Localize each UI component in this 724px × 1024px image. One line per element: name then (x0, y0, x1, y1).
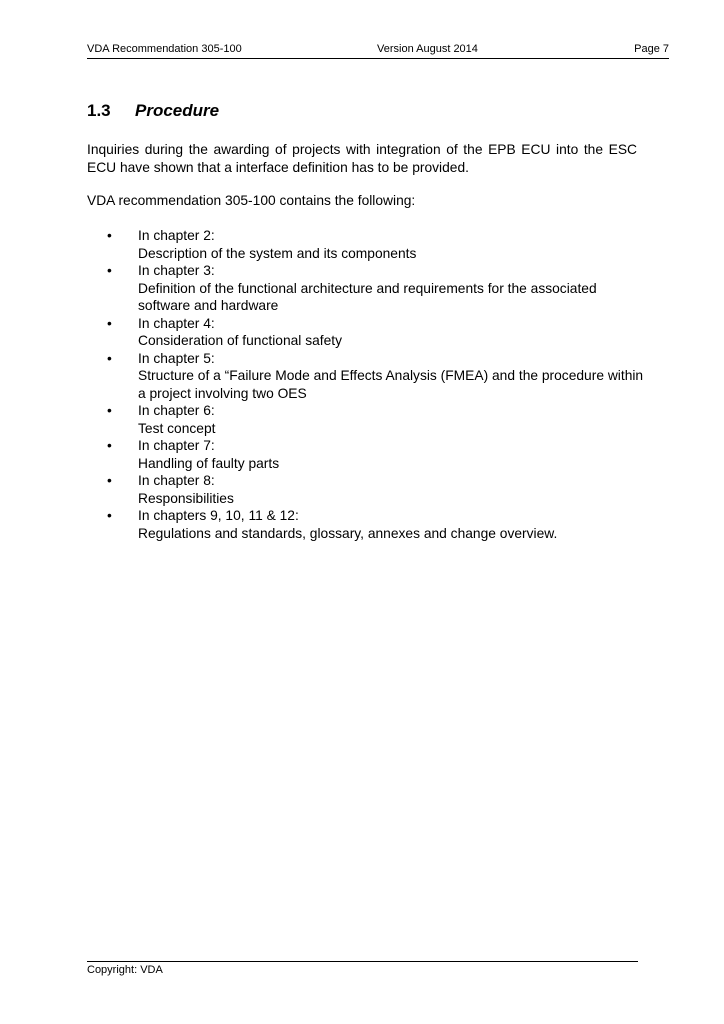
bullet-icon: • (107, 315, 112, 331)
chapter-description: Description of the system and its components (138, 245, 417, 261)
bullet-icon: • (107, 350, 112, 366)
bullet-icon: • (107, 263, 112, 278)
list-item (87, 262, 647, 315)
chapter-description: Handling of faulty parts (138, 455, 280, 471)
list-item (87, 507, 647, 542)
list-item (87, 315, 647, 350)
bullet-icon: • (107, 438, 112, 453)
list-item (87, 350, 647, 403)
list-item (87, 402, 647, 437)
section-title: Procedure (135, 101, 220, 120)
bullet-icon: • (107, 228, 112, 243)
chapter-label: In chapter 8: (138, 473, 215, 488)
chapter-label: In chapter 5: (138, 350, 215, 366)
chapter-label: In chapter 2: (138, 228, 215, 243)
chapter-description: Structure of a “Failure Mode and Effects Analysis (FMEA) and the procedure within a project involving two OES (138, 368, 644, 401)
chapter-list (87, 227, 647, 542)
chapter-label: In chapter 4: (138, 315, 215, 331)
chapter-description: Test concept (138, 420, 216, 436)
section-number: 1.3 (87, 101, 111, 120)
page-footer (87, 961, 638, 976)
document-version: Version August 2014 (377, 43, 478, 55)
contents-intro-paragraph: VDA recommendation 305-100 contains the following: (87, 193, 416, 208)
copyright-notice: Copyright: VDA (87, 964, 163, 976)
chapter-description: Regulations and standards, glossary, annexes and change overview. (138, 525, 558, 541)
bullet-icon: • (107, 473, 112, 488)
list-item (87, 437, 647, 472)
document-title: VDA Recommendation 305-100 (87, 43, 242, 55)
section-heading (87, 101, 219, 121)
chapter-label: In chapter 6: (138, 403, 215, 418)
chapter-label: In chapter 7: (138, 438, 215, 453)
chapter-description: Responsibilities (138, 490, 234, 506)
chapter-description: Consideration of functional safety (138, 333, 343, 348)
chapter-label: In chapter 3: (138, 263, 215, 278)
intro-paragraph: Inquiries during the awarding of projects with integration of the EPB ECU into the ESC ECU have shown that a interface definition has to be provided. (87, 142, 637, 175)
list-item (87, 472, 647, 507)
list-item (87, 227, 647, 262)
page-number: Page 7 (634, 43, 669, 55)
page-header (87, 42, 669, 59)
chapter-description: Definition of the functional architecture and requirements for the associated software and hardware (138, 280, 597, 313)
bullet-icon: • (107, 403, 112, 418)
chapter-label: In chapters 9, 10, 11 & 12: (138, 508, 299, 523)
bullet-icon: • (107, 508, 112, 523)
